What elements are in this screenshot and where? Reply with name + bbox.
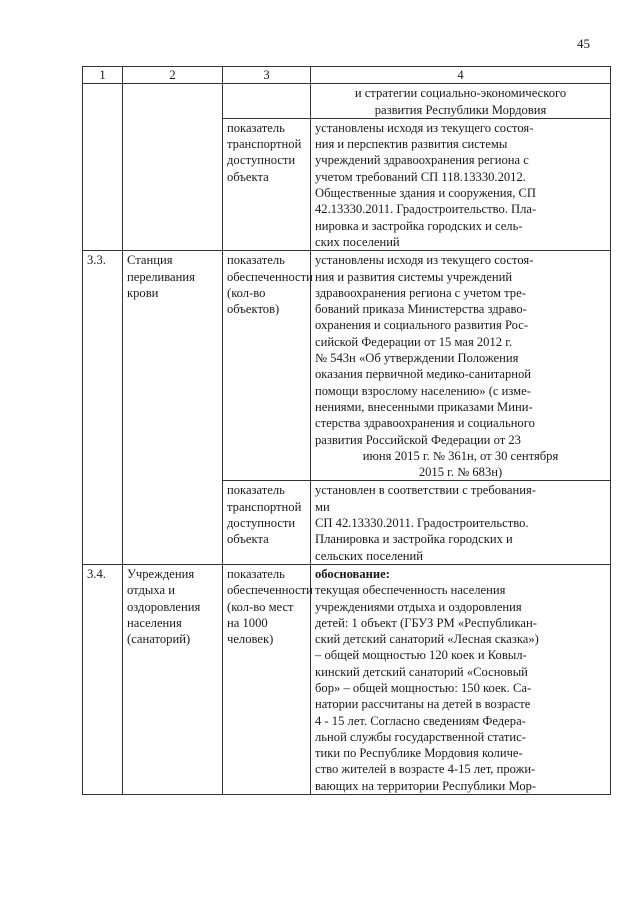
description-line: стерства здравоохранения и социального — [315, 416, 535, 431]
header-cell-1: 1 — [83, 67, 123, 84]
description-line: учетом требований СП 118.13330.2012. — [315, 169, 526, 184]
description-line: охранения и социального развития Рос- — [315, 318, 529, 333]
page-number: 45 — [577, 36, 590, 51]
description-line: июня 2015 г. № 361н, от 30 сентября — [362, 448, 559, 463]
description-line: бований приказа Министерства здраво- — [315, 302, 527, 317]
description-line: льной службы государственной статис- — [315, 729, 526, 744]
row-number-cell: 3.3. — [83, 251, 123, 565]
indicator-cell: показатель транспортной доступности объекта — [223, 481, 311, 564]
description-line: сельских поселений — [315, 548, 424, 563]
description-line: развития Республики Мордовия — [374, 102, 547, 117]
description-line: здравоохранения региона с учетом тре- — [315, 285, 526, 300]
indicator-cell — [223, 84, 311, 119]
description-line: ский детский санаторий «Лесная сказка») — [315, 632, 539, 647]
description-line: оказания первичной медико-санитарной — [315, 367, 532, 382]
description-line: помощи взрослому населению» (с изме- — [315, 383, 531, 398]
table-row — [83, 564, 611, 794]
header-cell-2: 2 — [123, 67, 223, 84]
indicator-cell: показатель транспортной доступности объекта — [223, 118, 311, 250]
description-line: текущая обеспеченность населения — [315, 583, 506, 598]
description-line: детей: 1 объект (ГБУЗ РМ «Республикан- — [315, 615, 537, 630]
description-cell — [311, 564, 611, 794]
description-line: ния и развития системы учреждений — [315, 269, 513, 284]
row-number-cell — [83, 84, 123, 251]
description-cell — [311, 118, 611, 250]
description-line: сийской Федерации от 15 мая 2012 г. — [315, 334, 513, 349]
description-line: установлен в соответствии с требования- — [315, 483, 536, 498]
description-line: учреждений здравоохранения региона с — [315, 153, 529, 168]
indicator-cell: показатель обеспеченности (кол-во мест на 1000 человек) — [223, 564, 311, 794]
object-name-cell — [123, 84, 223, 251]
description-line: 2015 г. № 683н) — [418, 465, 503, 480]
description-line: № 543н «Об утверждении Положения — [315, 351, 519, 366]
description-line: установлены исходя из текущего состоя- — [315, 120, 534, 135]
description-line: кинский детский санаторий «Сосновый — [315, 664, 528, 679]
description-line: тики по Республике Мордовия количе- — [315, 746, 523, 761]
description-line: Планировка и застройка городских и — [315, 532, 513, 547]
description-line: ния и перспектив развития системы — [315, 137, 508, 152]
description-line: нировка и застройка городских и сель- — [315, 218, 523, 233]
description-cell — [311, 84, 611, 119]
description-cell — [311, 481, 611, 564]
description-line: развития Российской Федерации от 23 — [315, 432, 521, 447]
description-line: нениями, внесенными приказами Мини- — [315, 399, 533, 414]
row-number-cell: 3.4. — [83, 564, 123, 794]
description-line: натории рассчитаны на детей в возрасте — [315, 697, 531, 712]
document-table — [82, 66, 611, 795]
object-name-cell: Учреждения отдыха и оздоровления населения (санаторий) — [123, 564, 223, 794]
description-line: ских поселений — [315, 234, 400, 249]
description-line: вающих на территории Республики Мор- — [315, 778, 537, 793]
description-line: СП 42.13330.2011. Градостроительство. — [315, 516, 529, 531]
description-line: и стратегии социально-экономического — [354, 86, 567, 101]
table-row — [83, 251, 611, 481]
table-row — [83, 84, 611, 119]
header-cell-3: 3 — [223, 67, 311, 84]
description-heading: обоснование: — [315, 566, 390, 581]
description-line: бор» – общей мощностью: 150 коек. Са- — [315, 680, 532, 695]
description-line: – общей мощностью 120 коек и Ковыл- — [315, 648, 527, 663]
description-line: 4 - 15 лет. Согласно сведениям Федера- — [315, 713, 526, 728]
header-cell-4: 4 — [311, 67, 611, 84]
description-line: Общественные здания и сооружения, СП — [315, 186, 537, 201]
description-cell — [311, 251, 611, 481]
description-line: ми — [315, 499, 330, 514]
description-line: установлены исходя из текущего состоя- — [315, 253, 534, 268]
description-line: учреждениями отдыха и оздоровления — [315, 599, 522, 614]
object-name-cell: Станция переливания крови — [123, 251, 223, 565]
indicator-cell: показатель обеспеченности (кол-во объектов) — [223, 251, 311, 481]
table-header-row — [83, 67, 611, 84]
description-line: ство жителей в возрасте 4-15 лет, прожи- — [315, 762, 536, 777]
description-line: 42.13330.2011. Градостроительство. Пла- — [315, 202, 537, 217]
